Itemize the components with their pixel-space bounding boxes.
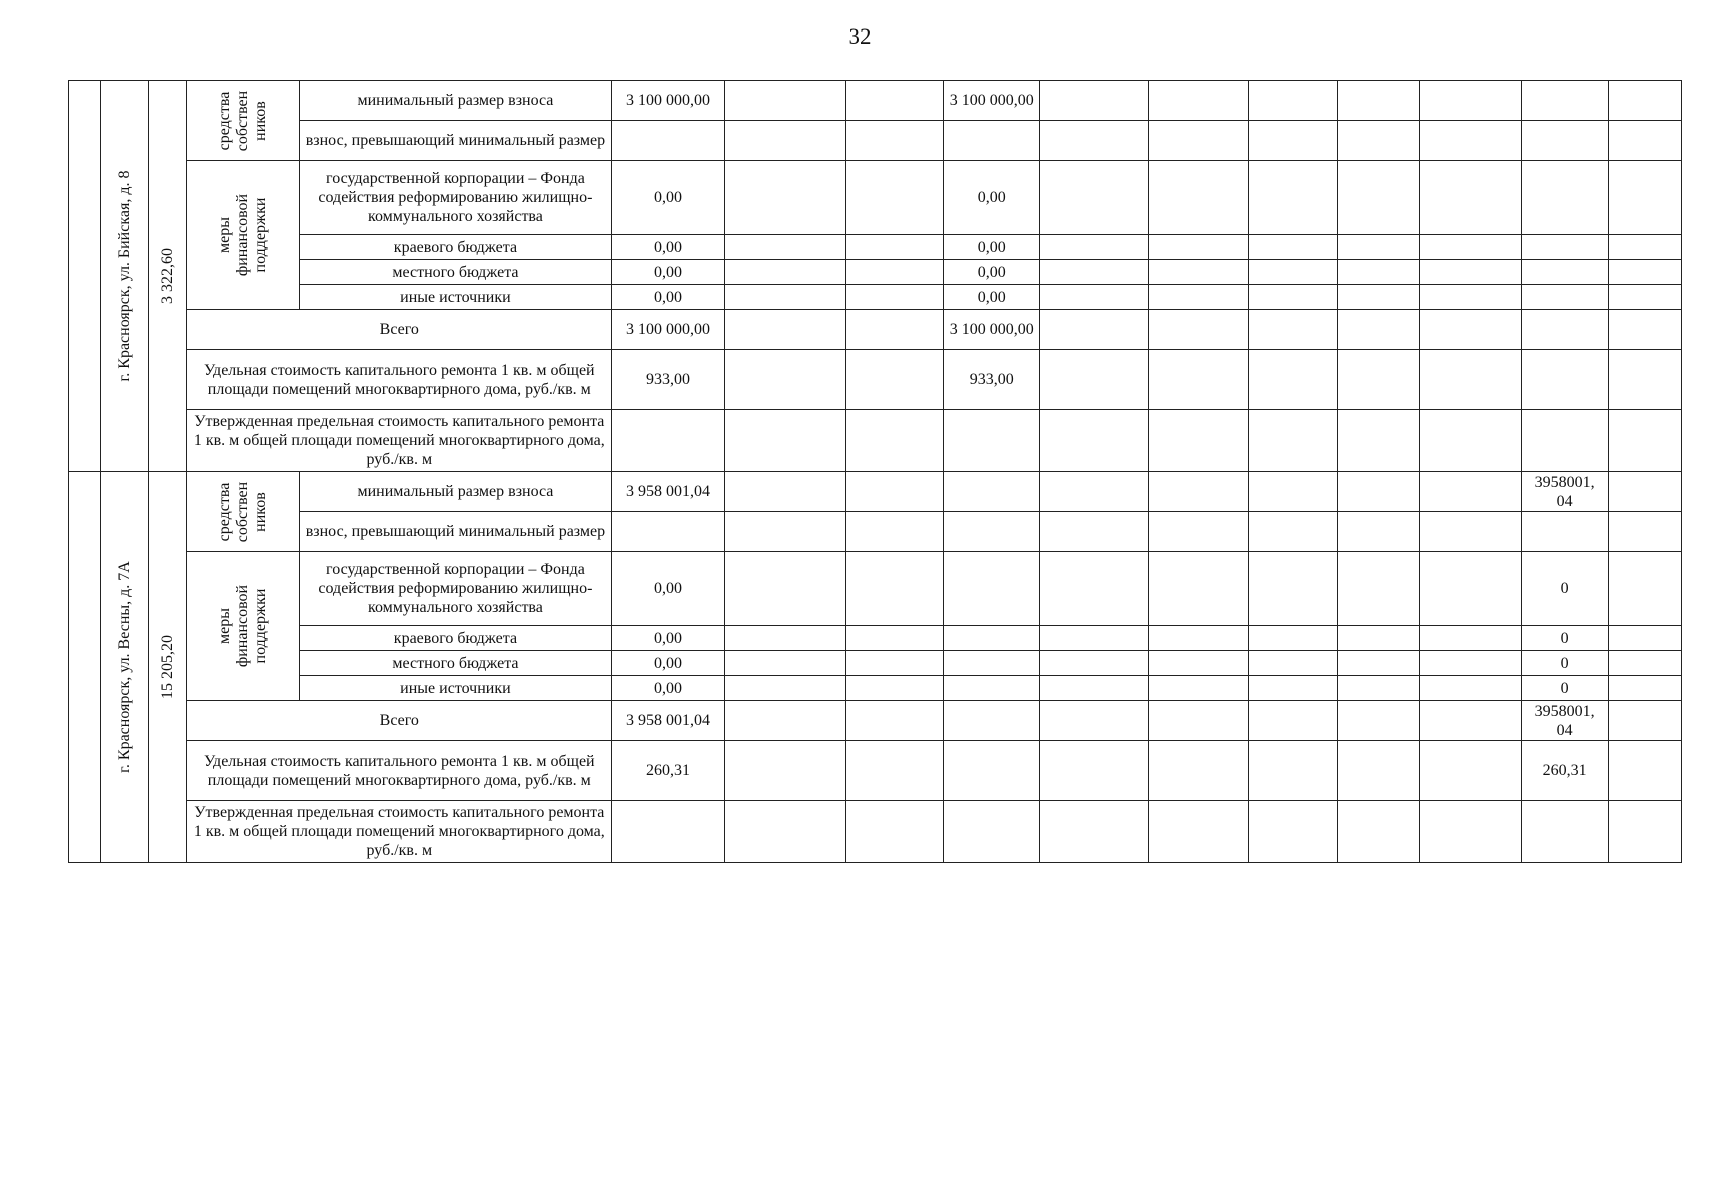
value-cell: 0,00: [612, 260, 724, 285]
value-cell: [612, 801, 724, 863]
value-cell: 0,00: [612, 285, 724, 310]
row-label: государственной корпорации – Фонда содействия реформированию жилищно-коммунального хозяйства: [299, 552, 612, 626]
table-row: [69, 552, 1682, 626]
value-cell: 0,00: [612, 676, 724, 701]
financial-support-cell: [187, 161, 299, 310]
value-cell: 0,00: [944, 161, 1040, 235]
row-label: взнос, превышающий минимальный размер: [299, 512, 612, 552]
owner-funds-cell: [187, 472, 299, 552]
table-row: [69, 801, 1682, 863]
value-cell: [1521, 235, 1608, 260]
value-cell: 3 100 000,00: [612, 310, 724, 350]
table-row: [69, 121, 1682, 161]
value-cell: [944, 741, 1040, 801]
value-cell: [612, 512, 724, 552]
table-row: [69, 285, 1682, 310]
value-cell: 3 100 000,00: [944, 310, 1040, 350]
row-label: иные источники: [299, 285, 612, 310]
table-row: [69, 626, 1682, 651]
owner-funds-label: средства собствен ников: [215, 481, 269, 542]
value-cell: 3 100 000,00: [944, 81, 1040, 121]
page-number: 32: [848, 24, 872, 49]
row-label: иные источники: [299, 676, 612, 701]
value-cell: [944, 472, 1040, 512]
value-cell: [944, 121, 1040, 161]
owner-funds-cell: [187, 81, 299, 161]
row-label: минимальный размер взноса: [299, 81, 612, 121]
total-area: 15 205,20: [158, 635, 176, 699]
table-row: [69, 651, 1682, 676]
value-cell: [1521, 350, 1608, 410]
value-cell: [1521, 512, 1608, 552]
value-cell: 0,00: [944, 260, 1040, 285]
total-area: 3 322,60: [158, 248, 176, 304]
value-cell: [944, 676, 1040, 701]
value-cell: 0,00: [612, 161, 724, 235]
value-cell: 0: [1521, 651, 1608, 676]
value-cell: 0: [1521, 676, 1608, 701]
table-row: [69, 260, 1682, 285]
value-cell: [1521, 81, 1608, 121]
value-cell: 0,00: [612, 626, 724, 651]
row-label: взнос, превышающий минимальный размер: [299, 121, 612, 161]
unit-cost-label: Удельная стоимость капитального ремонта 1 кв. м общей площади помещений многоквартирного дома, руб./кв. м: [187, 741, 612, 801]
value-cell: 0,00: [612, 552, 724, 626]
value-cell: 933,00: [944, 350, 1040, 410]
area-cell: [149, 472, 187, 863]
value-cell: 3 958 001,04: [612, 701, 724, 741]
value-cell: 0: [1521, 552, 1608, 626]
value-cell: [1521, 260, 1608, 285]
value-cell: [1521, 161, 1608, 235]
value-cell: [944, 701, 1040, 741]
value-cell: 3 100 000,00: [612, 81, 724, 121]
value-cell: [1521, 121, 1608, 161]
value-cell: 3958001, 04: [1521, 472, 1608, 512]
table-row: [69, 676, 1682, 701]
limit-cost-label: Утвержденная предельная стоимость капитального ремонта 1 кв. м общей площади помещений многоквартирного дома, руб./кв. м: [187, 801, 612, 863]
value-cell: 0,00: [944, 285, 1040, 310]
table-row: [69, 512, 1682, 552]
value-cell: [1521, 285, 1608, 310]
value-cell: [1521, 310, 1608, 350]
value-cell: [944, 512, 1040, 552]
owner-funds-label: средства собствен ников: [215, 90, 269, 151]
limit-cost-label: Утвержденная предельная стоимость капитального ремонта 1 кв. м общей площади помещений многоквартирного дома, руб./кв. м: [187, 410, 612, 472]
value-cell: 3958001, 04: [1521, 701, 1608, 741]
table-row: [69, 235, 1682, 260]
value-cell: [944, 552, 1040, 626]
value-cell: 933,00: [612, 350, 724, 410]
address: г. Красноярск, ул. Бийская, д. 8: [115, 170, 133, 382]
value-cell: [944, 626, 1040, 651]
value-cell: [944, 651, 1040, 676]
value-cell: 0,00: [612, 651, 724, 676]
row-label: местного бюджета: [299, 260, 612, 285]
financial-support-label: меры финансовой поддержки: [215, 584, 269, 668]
row-label: краевого бюджета: [299, 626, 612, 651]
row-label: местного бюджета: [299, 651, 612, 676]
row-number-cell: [69, 81, 101, 472]
row-label: государственной корпорации – Фонда содействия реформированию жилищно-коммунального хозяйства: [299, 161, 612, 235]
value-cell: 260,31: [1521, 741, 1608, 801]
total-label: Всего: [187, 310, 612, 350]
value-cell: [1521, 410, 1608, 472]
value-cell: 0,00: [944, 235, 1040, 260]
address-cell: [101, 472, 149, 863]
value-cell: [944, 410, 1040, 472]
table-row: [69, 701, 1682, 741]
row-label: минимальный размер взноса: [299, 472, 612, 512]
row-label: краевого бюджета: [299, 235, 612, 260]
table-row: [69, 161, 1682, 235]
unit-cost-label: Удельная стоимость капитального ремонта 1 кв. м общей площади помещений многоквартирного дома, руб./кв. м: [187, 350, 612, 410]
value-cell: [612, 410, 724, 472]
financial-support-label: меры финансовой поддержки: [215, 193, 269, 277]
table-row: [69, 741, 1682, 801]
value-cell: [612, 121, 724, 161]
table-row: [69, 472, 1682, 512]
address: г. Красноярск, ул. Весны, д. 7А: [115, 561, 133, 773]
row-number-cell: [69, 472, 101, 863]
value-cell: [1521, 801, 1608, 863]
financial-support-cell: [187, 552, 299, 701]
capital-repair-table: [68, 80, 1682, 863]
total-label: Всего: [187, 701, 612, 741]
value-cell: 0: [1521, 626, 1608, 651]
table-row: [69, 350, 1682, 410]
value-cell: 260,31: [612, 741, 724, 801]
area-cell: [149, 81, 187, 472]
value-cell: 0,00: [612, 235, 724, 260]
table-row: [69, 310, 1682, 350]
value-cell: 3 958 001,04: [612, 472, 724, 512]
table-row: [69, 410, 1682, 472]
value-cell: [944, 801, 1040, 863]
address-cell: [101, 81, 149, 472]
table-row: [69, 81, 1682, 121]
